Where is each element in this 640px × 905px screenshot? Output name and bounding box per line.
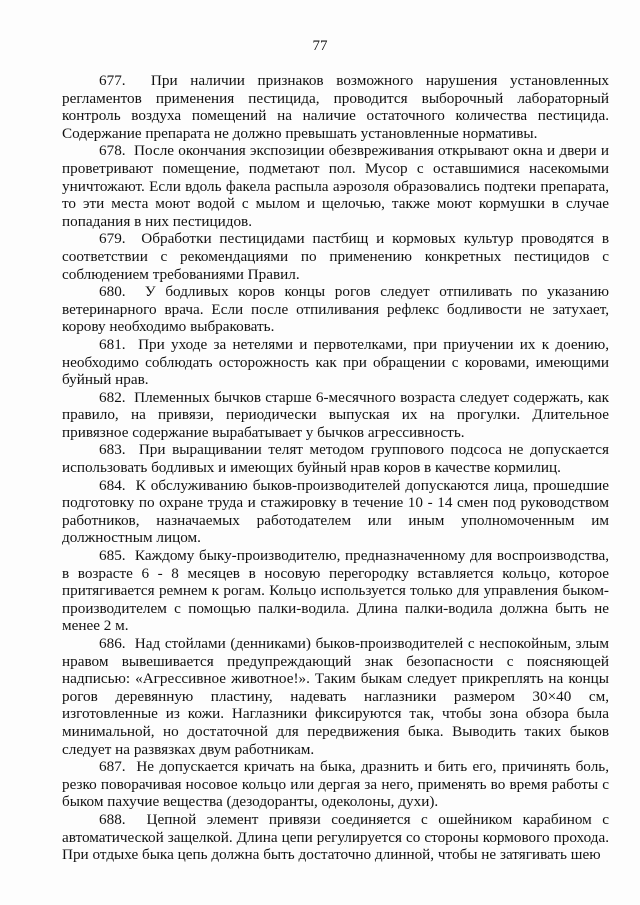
paragraph-text: При выращивании телят методом группового подсоса не допускается использовать бодливых и имеющих буйный нрав коров в качестве кормилиц. bbox=[62, 441, 609, 477]
document-body bbox=[62, 72, 609, 864]
paragraph-686 bbox=[62, 635, 609, 758]
paragraph-number: 680. bbox=[99, 283, 126, 301]
paragraph-678 bbox=[62, 142, 609, 230]
paragraph-684 bbox=[62, 477, 609, 547]
paragraph-680 bbox=[62, 283, 609, 336]
paragraph-text: У бодливых коров концы рогов следует отпиливать по указанию ветеринарного врача. Если после отпиливания рефлекс бодливости не затухает, корову необходимо выбраковать. bbox=[62, 283, 610, 336]
paragraph-number: 687. bbox=[99, 758, 126, 776]
paragraph-687 bbox=[62, 758, 609, 811]
paragraph-text: Цепной элемент привязи соединяется с ошейником карабином с автоматической защелкой. Длина цепи регулируется со стороны кормового прохода. При отдыхе быка цепь должна быть достаточно длинной, чтобы не затягивать шею bbox=[62, 810, 610, 864]
paragraph-688 bbox=[62, 811, 609, 864]
paragraph-683 bbox=[62, 441, 609, 476]
paragraph-number: 686. bbox=[99, 635, 126, 652]
paragraph-number: 685. bbox=[99, 547, 126, 565]
paragraph-text: Над стойлами (денниками) быков-производителей с неспокойным, злым нравом вывешивается предупреждающий знак безопасности с поясняющей надписью: «Агрессивное животное!». Таким быкам следует прикреплять на концы рогов деревянную пластину, надевать наглазники размером 30×40 см, изготовленные из кожи. Наглазники фиксируются так, чтобы зона обзора была минимальной, но достаточной для передвижения быка. Выводить таких быков следует на развязках двум работникам. bbox=[62, 635, 609, 758]
paragraph-text: К обслуживанию быков-производителей допускаются лица, прошедшие подготовку по охране труда и стажировку в течение 10 - 14 смен под руководством работников, назначаемых работодателем или иным уполномоченным им должностным лицом. bbox=[62, 476, 610, 547]
paragraph-text: Обработки пестицидами пастбищ и кормовых культур проводятся в соответствии с рекомендациями по применению конкретных пестицидов с соблюдением требованиями Правил. bbox=[62, 230, 609, 283]
paragraph-number: 681. bbox=[99, 335, 126, 353]
paragraph-text: При уходе за нетелями и первотелками, при приучении их к доению, необходимо соблюдать осторожность как при обращении с коровами, имеющими буйный нрав. bbox=[62, 335, 609, 389]
paragraph-681 bbox=[62, 336, 609, 389]
page-number: 77 bbox=[312, 38, 328, 54]
paragraph-text: При наличии признаков возможного нарушения установленных регламентов применения пестицида, проводится выборочный лабораторный контроль воздуха помещений на наличие остаточного количества пестицида. Содержание препарата не должно превышать установленные нормативы. bbox=[62, 72, 610, 142]
paragraph-text: Племенных бычков старше 6-месячного возраста следует содержать, как правило, на привязи, периодически выпуская их на прогулки. Длительное привязное содержание вырабатывает у бычков агрессивность. bbox=[62, 388, 609, 441]
paragraph-number: 688. bbox=[99, 810, 126, 828]
paragraph-679 bbox=[62, 230, 609, 283]
paragraph-number: 684. bbox=[99, 476, 126, 494]
paragraph-number: 679. bbox=[99, 230, 126, 248]
paragraph-text: Каждому быку-производителю, предназначенному для воспроизводства, в возрасте 6 - 8 месяцев в носовую перегородку вставляется кольцо, которое притягивается ремнем к рогам. Кольцо используется только для управления быком-производителем с помощью палки-водила. Длина палки-водила должна быть не менее 2 м. bbox=[62, 547, 609, 635]
paragraph-number: 678. bbox=[99, 142, 126, 160]
paragraph-number: 683. bbox=[99, 441, 126, 459]
paragraph-685 bbox=[62, 547, 609, 635]
paragraph-677 bbox=[62, 72, 609, 142]
paragraph-text: После окончания экспозиции обезвреживания открывают окна и двери и проветривают помещение, подметают пол. Мусор с оставшимися насекомыми уничтожают. Если вдоль факела распыла аэрозоля образовались подтеки препарата, то эти места моют водой с мылом и щелочью, также моют кормушки в случае попадания в них пестицидов. bbox=[62, 142, 609, 230]
paragraph-text: Не допускается кричать на быка, дразнить и бить его, причинять боль, резко поворачивая носовое кольцо или дергая за него, применять во время работы с быком пахучие вещества (дезодоранты, одеколоны, духи). bbox=[62, 758, 609, 811]
paragraph-number: 677. bbox=[99, 72, 126, 89]
paragraph-number: 682. bbox=[99, 388, 126, 406]
paragraph-682 bbox=[62, 389, 609, 442]
